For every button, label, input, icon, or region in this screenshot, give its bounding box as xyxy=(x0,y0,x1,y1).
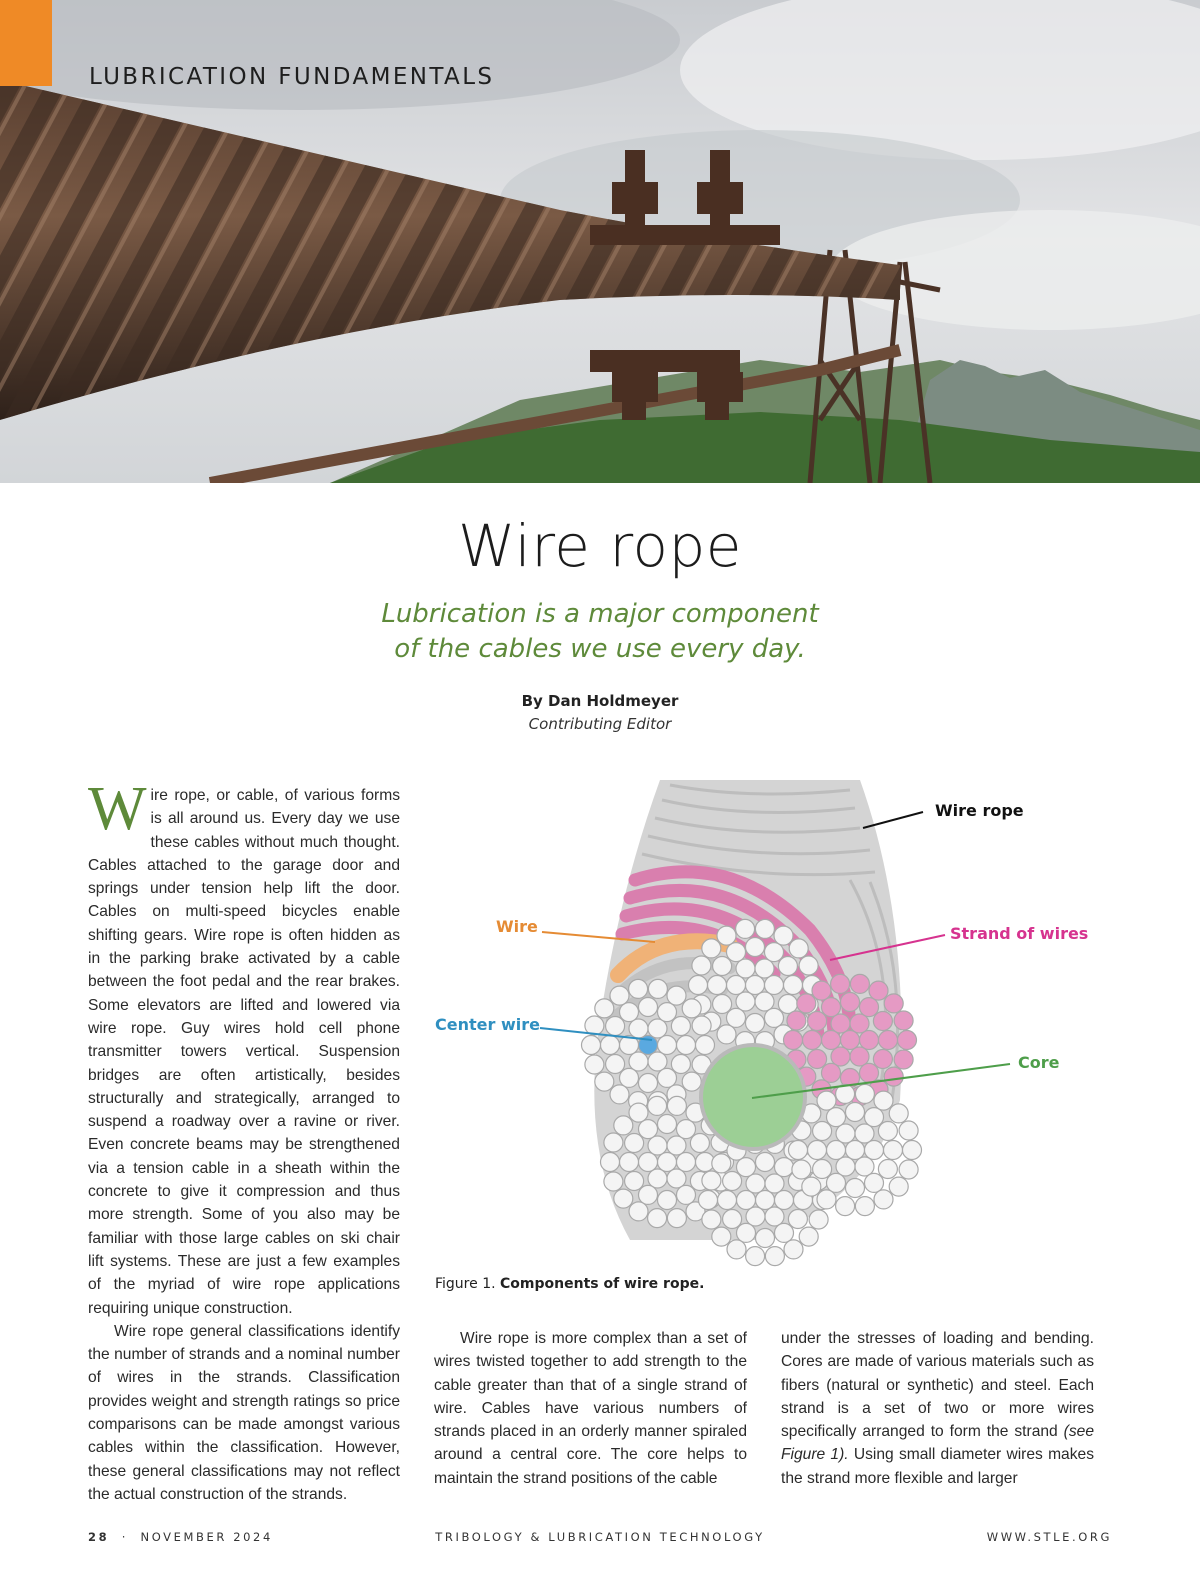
wire-cross-section xyxy=(629,1019,648,1038)
wire-cross-section xyxy=(727,1008,746,1027)
body-column-middle xyxy=(434,1327,747,1490)
wire-cross-section xyxy=(746,1207,765,1226)
wire-cross-section xyxy=(884,1141,903,1160)
wire-cross-section xyxy=(813,1160,832,1179)
wire-cross-section xyxy=(629,1052,648,1071)
wire-cross-section xyxy=(827,1141,846,1160)
wire-cross-section xyxy=(692,956,711,975)
wire-cross-section xyxy=(878,1160,897,1179)
wire-cross-section xyxy=(648,1136,667,1155)
wire-cross-section xyxy=(625,1134,644,1153)
wire-cross-section xyxy=(658,1115,677,1134)
wire-cross-section xyxy=(639,1074,658,1093)
wire-cross-section xyxy=(860,998,879,1017)
wire-cross-section xyxy=(784,976,803,995)
wire-cross-section xyxy=(648,1209,667,1228)
wire-cross-section xyxy=(765,943,784,962)
wire-cross-section xyxy=(648,1096,667,1115)
wire-cross-section xyxy=(692,1016,711,1035)
wire-cross-section xyxy=(625,1172,644,1191)
wire-cross-section xyxy=(648,1052,667,1071)
wire-cross-section xyxy=(827,1173,846,1192)
wire-cross-section xyxy=(855,1157,874,1176)
drop-cap: W xyxy=(88,775,147,843)
body-column-left xyxy=(88,775,400,1506)
wire-cross-section xyxy=(713,957,732,976)
wire-cross-section xyxy=(677,1120,696,1139)
paragraph-text: under the stresses of loading and bending. Cores are made of various materials such as fibers (natural or synthetic) and steel. Each strand is a set of two or more wires specifically arranged to form the strand xyxy=(781,1330,1094,1441)
wire-cross-section xyxy=(822,998,841,1017)
wire-cross-section xyxy=(712,1154,731,1173)
wire-cross-section xyxy=(889,1104,908,1123)
wire-cross-section xyxy=(756,1153,775,1172)
wire-cross-section xyxy=(817,1091,836,1110)
page-footer xyxy=(88,1530,1112,1550)
wire-cross-section xyxy=(614,1189,633,1208)
hero-photo-wire-rope xyxy=(0,0,1200,483)
figure-wire-rope-components xyxy=(430,770,1130,1270)
wire-cross-section xyxy=(582,1036,601,1055)
wire-cross-section xyxy=(865,1173,884,1192)
wire-cross-section xyxy=(658,1191,677,1210)
wire-cross-section xyxy=(865,1108,884,1127)
caption-title: Components of wire rope. xyxy=(500,1276,705,1292)
wire-cross-section xyxy=(792,1160,811,1179)
wire-cross-section xyxy=(723,1210,742,1229)
wire-cross-section xyxy=(855,1197,874,1216)
wire-cross-section xyxy=(606,1055,625,1074)
wire-cross-section xyxy=(696,1036,715,1055)
wire-cross-section xyxy=(639,1120,658,1139)
wire-cross-section xyxy=(658,1036,677,1055)
wire-cross-section xyxy=(855,1124,874,1143)
wire-cross-section xyxy=(671,1017,690,1036)
wire-cross-section xyxy=(736,919,755,938)
issue-date: NOVEMBER 2024 xyxy=(140,1530,273,1544)
footer-separator: · xyxy=(121,1530,128,1544)
wire-cross-section xyxy=(898,1031,917,1050)
wire-cross-section xyxy=(648,1169,667,1188)
wire-cross-section xyxy=(765,1008,784,1027)
wire-cross-section xyxy=(639,1185,658,1204)
wire-cross-section xyxy=(677,1185,696,1204)
wire-cross-section xyxy=(677,1153,696,1172)
wire-cross-section xyxy=(667,1169,686,1188)
wire-cross-section xyxy=(784,1031,803,1050)
page-number: 28 xyxy=(88,1530,110,1544)
wire-cross-section xyxy=(873,1012,892,1031)
wire-cross-section xyxy=(836,1124,855,1143)
wire-cross-section xyxy=(850,1047,869,1066)
wire-cross-section xyxy=(894,1011,913,1030)
wire-cross-section xyxy=(831,1047,850,1066)
wire-rope-illustration xyxy=(582,780,922,1266)
wire-cross-section xyxy=(889,1177,908,1196)
paragraph-text: ire rope, or cable, of various forms is all around us. Every day we use these cables without much thought. Cables attached to the garage door and springs under tension help lift the door. Cables on multi-speed bicycles enable shifting gears. Wire rope is often hidden as in the parking brake activated by a cable between the foot pedal and the rear brakes. Some elevators are lifted and lowered via wire rope. Guy wires hold cell phone transmitter towers vertical. Suspension bridges are often artistically, besides structurally and strategically, arranged to suspend a roadway over a ravine or river. Even concrete beams may be strengthened via a tension cable in a sheath within the concrete to give it compression and thus more strength. Some of you also may be familiar with those large cables on ski chair lift systems. These are just a few examples of the myriad of wire rope applications requiring unique construction. xyxy=(88,787,400,1317)
wire-cross-section xyxy=(775,1223,794,1242)
wire-cross-section xyxy=(737,1158,756,1177)
wire-cross-section xyxy=(850,974,869,993)
wire-cross-section xyxy=(689,976,708,995)
wire-cross-section xyxy=(648,1019,667,1038)
wire-cross-section xyxy=(690,1134,709,1153)
body-paragraph xyxy=(781,1327,1094,1490)
article-title: Wire rope xyxy=(458,512,742,580)
wire-cross-section xyxy=(765,1174,784,1193)
wire-cross-section xyxy=(610,1085,629,1104)
wire-cross-section xyxy=(727,976,746,995)
figure-caption xyxy=(435,1276,704,1292)
wire-cross-section xyxy=(727,943,746,962)
wire-cross-section xyxy=(604,1133,623,1152)
figure-reference: (see Figure 1). xyxy=(781,1423,1094,1464)
wire-cross-section xyxy=(869,981,888,1000)
wire-cross-section xyxy=(899,1160,918,1179)
wire-cross-section xyxy=(841,1031,860,1050)
wire-cross-section xyxy=(799,1227,818,1246)
wire-cross-section xyxy=(658,1153,677,1172)
wire-cross-section xyxy=(737,1191,756,1210)
wire-cross-section xyxy=(884,994,903,1013)
wire-cross-section xyxy=(667,1209,686,1228)
wire-cross-section xyxy=(717,926,736,945)
caption-prefix: Figure 1. xyxy=(435,1276,496,1292)
wire-cross-section xyxy=(860,1031,879,1050)
wire-cross-section xyxy=(702,1210,721,1229)
label-center-wire: Center wire xyxy=(435,1015,540,1034)
wire-cross-section xyxy=(755,992,774,1011)
wire-cross-section xyxy=(775,1191,794,1210)
wire-cross-section xyxy=(873,1050,892,1069)
wire-cross-section xyxy=(784,1240,803,1259)
body-column-right xyxy=(781,1327,1094,1490)
wire-cross-section xyxy=(846,1141,865,1160)
body-paragraph: Wire rope is more complex than a set of wires twisted together to add strength to the cable greater than that of a single strand of wire. Cables have various numbers of strands placed in an orderly manner spiraled around a central core. The core helps to maintain the strand positions of the cable xyxy=(434,1330,747,1487)
paragraph-text: Using small diameter wires makes the strand more flexible and larger xyxy=(781,1446,1094,1487)
wire-cross-section xyxy=(803,1031,822,1050)
body-paragraph xyxy=(88,775,400,1320)
wire-cross-section xyxy=(831,974,850,993)
section-label: LUBRICATION FUNDAMENTALS xyxy=(89,64,495,90)
wire-cross-section xyxy=(846,1103,865,1122)
label-strand-of-wires: Strand of wires xyxy=(950,924,1089,943)
wire-cross-section xyxy=(702,939,721,958)
wire-cross-section xyxy=(658,1068,677,1087)
wire-cross-section xyxy=(903,1141,922,1160)
wire-cross-section xyxy=(822,1031,841,1050)
wire-cross-section xyxy=(788,1210,807,1229)
wire-cross-section xyxy=(667,1136,686,1155)
article-subtitle xyxy=(0,597,1200,667)
wire-cross-section xyxy=(874,1091,893,1110)
wire-cross-section xyxy=(746,1014,765,1033)
wire-cross-section xyxy=(879,1031,898,1050)
wire-cross-section xyxy=(802,1177,821,1196)
label-core: Core xyxy=(1018,1053,1060,1072)
label-wire: Wire xyxy=(496,917,538,936)
wire-cross-section xyxy=(808,1141,827,1160)
author-role: Contributing Editor xyxy=(528,715,672,733)
wire-cross-section xyxy=(765,976,784,995)
wire-cross-section xyxy=(899,1121,918,1140)
website-link[interactable]: WWW.STLE.ORG xyxy=(986,1530,1112,1544)
wire-cross-section xyxy=(775,1158,794,1177)
wire-cross-section xyxy=(595,999,614,1018)
wire-cross-section xyxy=(827,1108,846,1127)
wire-cross-section xyxy=(629,1202,648,1221)
wire-cross-section xyxy=(809,1210,828,1229)
wire-cross-section xyxy=(836,1197,855,1216)
wire-cross-section xyxy=(736,992,755,1011)
wire-cross-section xyxy=(595,1072,614,1091)
wire-cross-section xyxy=(601,1036,620,1055)
wire-cross-section xyxy=(787,1011,806,1030)
wire-cross-section xyxy=(713,995,732,1014)
wire-cross-section xyxy=(746,976,765,995)
wire-cross-section xyxy=(846,1179,865,1198)
wire-cross-section xyxy=(682,1072,701,1091)
wire-cross-section xyxy=(831,1014,850,1033)
wire-cross-section xyxy=(708,976,727,995)
section-color-tab xyxy=(0,0,52,86)
wire-cross-section xyxy=(812,981,831,1000)
wire-cross-section xyxy=(682,999,701,1018)
wire-cross-section xyxy=(629,979,648,998)
wire-cross-section xyxy=(620,1153,639,1172)
body-paragraph: Wire rope general classifications identify the number of strands and a nominal number of wires in the strands. Classification provides weight and strength ratings so price comparisons can be made amongst various cables within the classification. However, these general classifications may not reflect the actual construction of the strands. xyxy=(88,1322,400,1503)
wire-cross-section xyxy=(727,1240,746,1259)
wire-cross-section xyxy=(778,957,797,976)
wire-cross-section xyxy=(746,1174,765,1193)
wire-cross-section xyxy=(606,1017,625,1036)
wire-cross-section xyxy=(610,986,629,1005)
wire-cross-section xyxy=(667,986,686,1005)
wire-cross-section xyxy=(894,1050,913,1069)
wire-cross-section xyxy=(717,1025,736,1044)
wire-cross-section xyxy=(723,1172,742,1191)
wire-cross-section xyxy=(765,1207,784,1226)
wire-cross-section xyxy=(746,1247,765,1266)
wire-cross-section xyxy=(620,1003,639,1022)
wire-cross-section xyxy=(746,938,765,957)
label-wire-rope: Wire rope xyxy=(935,801,1024,820)
wire-cross-section xyxy=(712,1227,731,1246)
wire-cross-section xyxy=(699,1191,718,1210)
wire-cross-section xyxy=(585,1055,604,1074)
wire-cross-section xyxy=(601,1153,620,1172)
wire-cross-section xyxy=(756,1191,775,1210)
wire-cross-section xyxy=(817,1190,836,1209)
wire-cross-section xyxy=(629,1103,648,1122)
wire-cross-section xyxy=(774,926,793,945)
wire-cross-section xyxy=(860,1063,879,1082)
wire-cross-section xyxy=(718,1191,737,1210)
wire-cross-section xyxy=(755,919,774,938)
subtitle-line: of the cables we use every day. xyxy=(394,634,806,664)
wire-cross-section xyxy=(789,939,808,958)
wire-cross-section xyxy=(737,1223,756,1242)
wire-cross-section xyxy=(813,1122,832,1141)
wire-cross-section xyxy=(639,998,658,1017)
wire-cross-section xyxy=(878,1122,897,1141)
wire-cross-section xyxy=(865,1141,884,1160)
wire-cross-section xyxy=(614,1116,633,1135)
wire-cross-section xyxy=(658,1003,677,1022)
wire-cross-section xyxy=(639,1153,658,1172)
wire-cross-section xyxy=(648,979,667,998)
wire-cross-section xyxy=(702,1171,721,1190)
wire-cross-section xyxy=(667,1096,686,1115)
publication-name: TRIBOLOGY & LUBRICATION TECHNOLOGY xyxy=(435,1530,765,1544)
wire-cross-section xyxy=(808,1050,827,1069)
wire-cross-section xyxy=(884,1067,903,1086)
wire-cross-section xyxy=(808,1012,827,1031)
wire-cross-section xyxy=(620,1068,639,1087)
wire-cross-section xyxy=(836,1157,855,1176)
wire-cross-section xyxy=(755,959,774,978)
wire-cross-section xyxy=(671,1055,690,1074)
wire-cross-section xyxy=(756,1229,775,1248)
wire-cross-section xyxy=(797,994,816,1013)
wire-cross-section xyxy=(855,1084,874,1103)
wire-cross-section xyxy=(822,1063,841,1082)
wire-cross-section xyxy=(850,1014,869,1033)
wire-cross-section xyxy=(604,1172,623,1191)
wire-cross-section xyxy=(789,1141,808,1160)
wire-cross-section xyxy=(799,956,818,975)
wire-cross-section xyxy=(765,1247,784,1266)
author-byline: By Dan Holdmeyer xyxy=(521,692,679,710)
wire-cross-section xyxy=(874,1190,893,1209)
wire-cross-section xyxy=(736,959,755,978)
wire-cross-section xyxy=(841,993,860,1012)
wire-cross-section xyxy=(677,1036,696,1055)
subtitle-line: Lubrication is a major component xyxy=(381,599,819,629)
